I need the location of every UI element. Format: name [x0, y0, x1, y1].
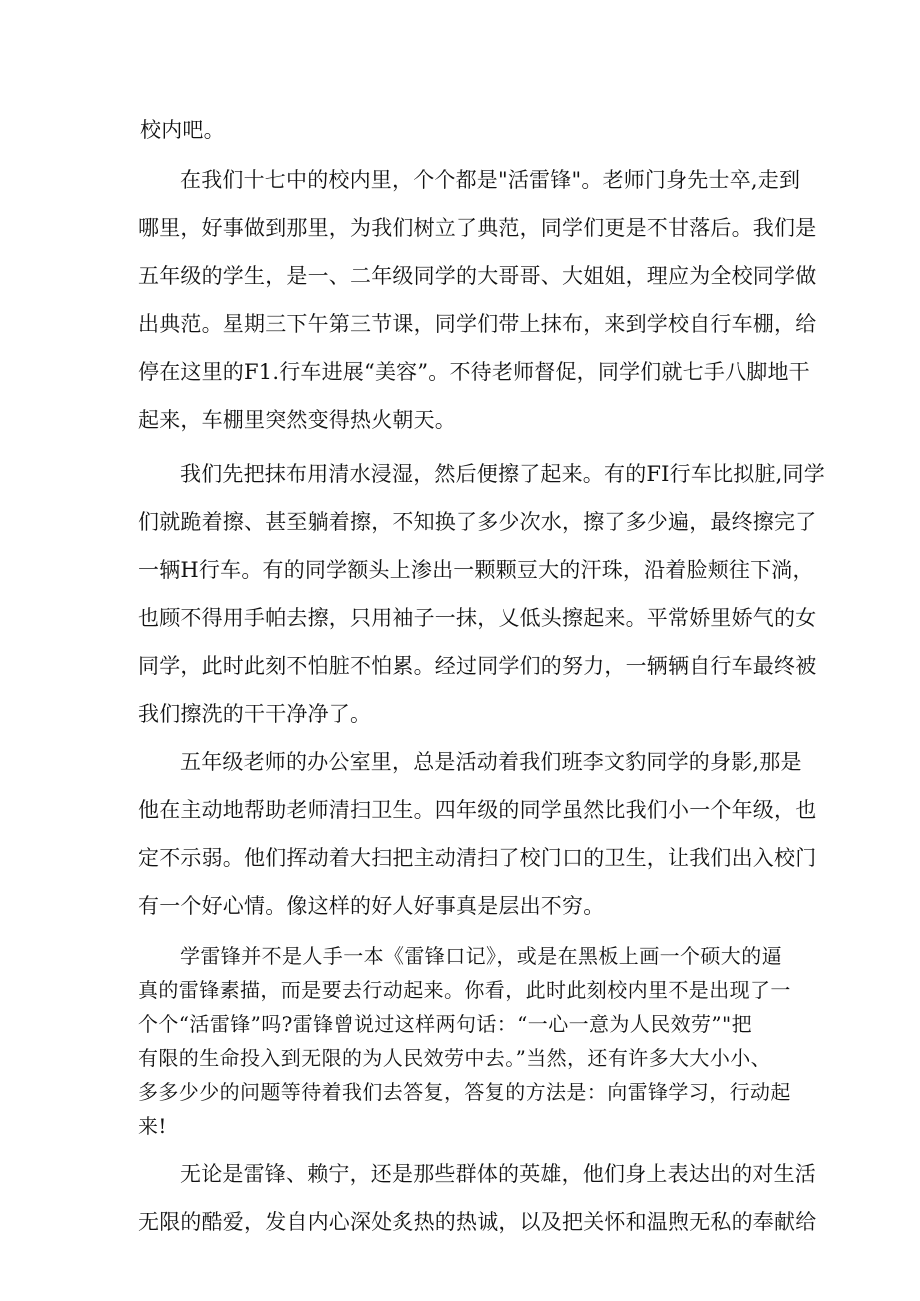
- text-line: 一辆H行车。有的同学额头上渗出一颗颗豆大的汗珠，沿着脸颊往下淌，: [138, 558, 814, 582]
- text-line: 们就跪着擦、甚至躺着擦，不知换了多少次水，擦了多少遍，最终擦完了: [138, 510, 817, 534]
- text-line: 同学，此时此刻不怕脏不怕累。经过同学们的努力，一辆辆自行车最终被: [138, 654, 817, 678]
- text-line: 哪里，好事做到那里，为我们树立了典范，同学们更是不甘落后。我们是: [138, 216, 817, 240]
- text-line: 定不示弱。他们挥动着大扫把主动清扫了校门口的卫生，让我们出入校门: [138, 846, 817, 870]
- text-line: 无论是雷锋、赖宁，还是那些群体的英雄，他们身上表达出的对生活: [180, 1162, 816, 1186]
- text-line: 我们先把抹布用清水浸湿，然后便擦了起来。有的FI行车比拟脏,同学: [180, 462, 825, 486]
- text-line: 校内吧。: [140, 118, 225, 142]
- text-line: 个个“活雷锋”吗?雷锋曾说过这样两句话：“一心一意为人民效劳”"把: [138, 1012, 753, 1036]
- text-line: 有一个好心情。像这样的好人好事真是层出不穷。: [138, 894, 605, 918]
- text-line: 多多少少的问题等待着我们去答复，答复的方法是：向雷锋学习，行动起: [138, 1080, 791, 1104]
- text-line: 来!: [138, 1114, 167, 1138]
- text-line: 停在这里的F1.行车进展“美容”。不待老师督促，同学们就七手八脚地干: [138, 360, 810, 384]
- text-line: 真的雷锋素描，而是要去行动起来。你看，此时此刻校内里不是出现了一: [138, 978, 791, 1002]
- text-line: 起来，车棚里突然变得热火朝天。: [138, 408, 456, 432]
- text-line: 有限的生命投入到无限的为人民效劳中去。”当然，还有许多大大小小、: [138, 1046, 772, 1070]
- text-line: 在我们十七中的校内里，个个都是"活雷锋"。老师门身先士卒,走到: [180, 168, 801, 192]
- text-line: 也顾不得用手帕去擦，只用袖子一抹，乂低头擦起来。平常娇里娇气的女: [138, 606, 817, 630]
- text-line: 五年级的学生，是一、二年级同学的大哥哥、大姐姐，理应为全校同学做: [138, 264, 817, 288]
- text-line: 我们擦洗的干干净净了。: [138, 702, 372, 726]
- text-line: 五年级老师的办公室里，总是活动着我们班李文豹同学的身影,那是: [180, 750, 802, 774]
- text-line: 出典范。星期三下午第三节课，同学们带上抹布，来到学校自行车棚，给: [138, 312, 817, 336]
- text-line: 他在主动地帮助老师清扫卫生。四年级的同学虽然比我们小一个年级，也: [138, 798, 817, 822]
- text-line: 无限的酷爱，发自内心深处炙热的热诚，以及把关怀和温煦无私的奉献给: [138, 1210, 817, 1234]
- text-line: 学雷锋并不是人手一本《雷锋口记》，或是在黑板上画一个硕大的逼: [180, 944, 782, 968]
